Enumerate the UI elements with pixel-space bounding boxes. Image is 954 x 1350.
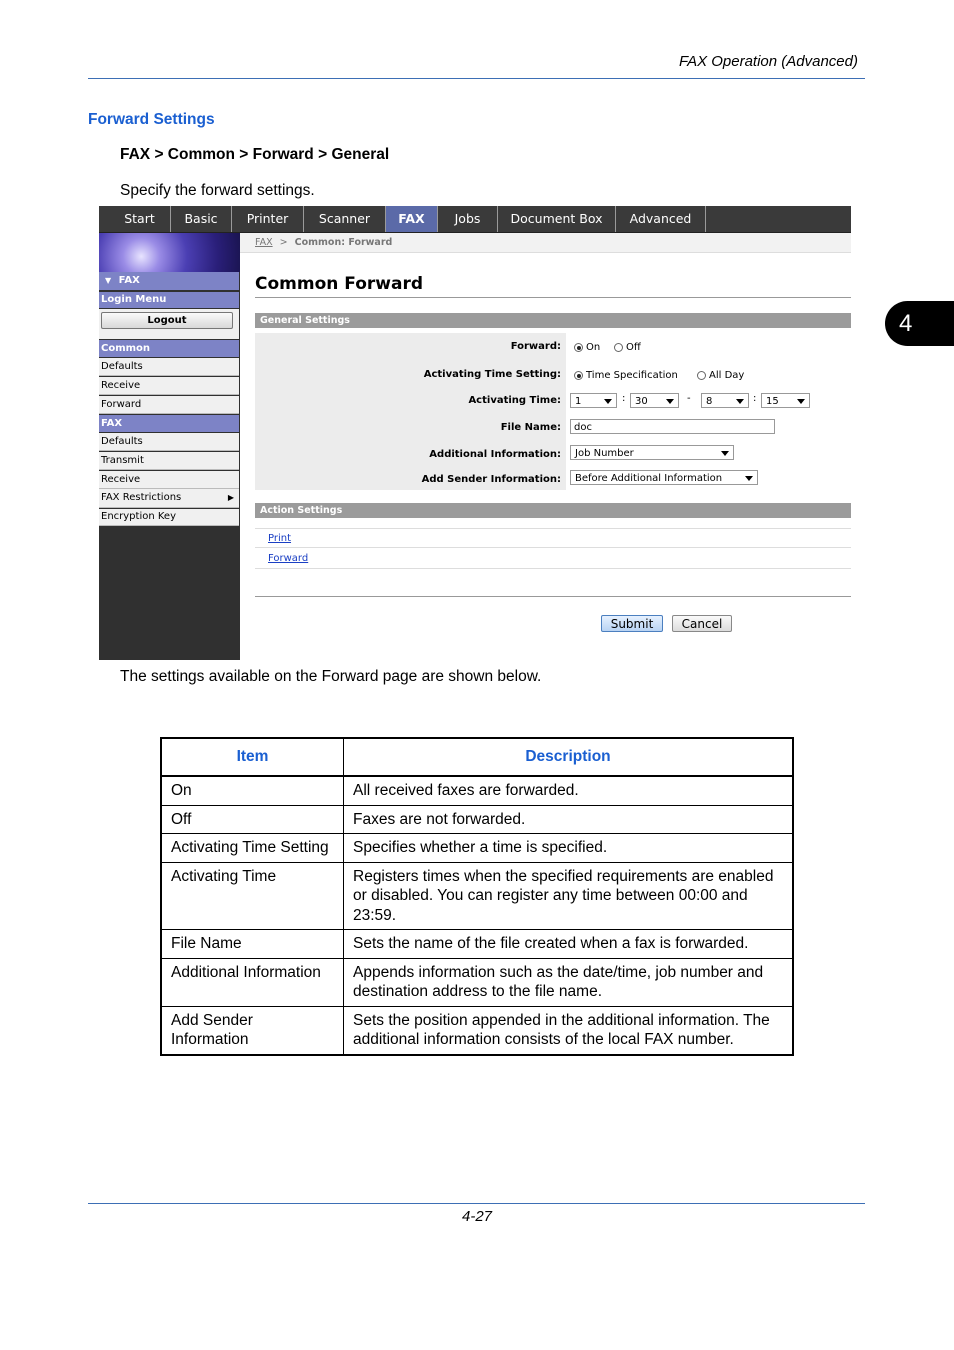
table-row bbox=[161, 930, 793, 959]
description-cell: Appends information such as the date/time, job number and destination address to the file name. bbox=[344, 958, 794, 1006]
sidebar-login-menu: Login Menu bbox=[99, 292, 239, 308]
table-row bbox=[161, 834, 793, 863]
form-labels bbox=[255, 333, 566, 490]
table-row bbox=[161, 805, 793, 834]
start-minute-value: 30 bbox=[635, 396, 648, 407]
item-cell: File Name bbox=[161, 930, 344, 959]
tab-fax[interactable]: FAX bbox=[386, 206, 438, 232]
tab-basic[interactable]: Basic bbox=[171, 206, 232, 232]
logout-area bbox=[99, 309, 239, 339]
chevron-down-icon bbox=[666, 399, 674, 404]
time-colon: : bbox=[753, 393, 757, 404]
sidebar-common-head[interactable]: Common bbox=[99, 340, 239, 357]
forward-off-radio[interactable] bbox=[614, 343, 623, 352]
all-day-radio[interactable] bbox=[697, 371, 706, 380]
end-hour-value: 8 bbox=[706, 396, 713, 407]
table-row bbox=[161, 1006, 793, 1055]
tab-printer[interactable]: Printer bbox=[232, 206, 304, 232]
additional-information-select[interactable] bbox=[570, 445, 734, 460]
add-sender-information-label: Add Sender Information: bbox=[421, 474, 561, 485]
tab-start[interactable]: Start bbox=[99, 206, 171, 232]
description-cell: Registers times when the specified requirements are enabled or disabled. You can register any time between 00:00 and 23:59. bbox=[344, 862, 794, 930]
breadcrumb-separator: > bbox=[279, 237, 288, 248]
item-cell: Add Sender Information bbox=[161, 1006, 344, 1055]
tab-advanced[interactable]: Advanced bbox=[616, 206, 706, 232]
table-header-row bbox=[161, 738, 793, 776]
item-header: Item bbox=[161, 738, 344, 776]
breadcrumb bbox=[240, 233, 851, 253]
embedded-screenshot bbox=[99, 206, 851, 660]
sidebar-item-fax-restrictions-label: FAX Restrictions bbox=[101, 492, 182, 503]
title-rule bbox=[255, 297, 851, 298]
breadcrumb-fax-link[interactable]: FAX bbox=[255, 237, 273, 248]
intro-text: Specify the forward settings. bbox=[120, 182, 315, 199]
sidebar-fax-head[interactable] bbox=[99, 272, 239, 290]
forward-link[interactable]: Forward bbox=[268, 553, 309, 564]
tab-jobs[interactable]: Jobs bbox=[438, 206, 498, 232]
start-hour-value: 1 bbox=[575, 396, 582, 407]
add-sender-information-value: Before Additional Information bbox=[575, 473, 723, 484]
description-header: Description bbox=[344, 738, 794, 776]
chevron-down-icon bbox=[797, 399, 805, 404]
item-cell: Activating Time Setting bbox=[161, 834, 344, 863]
add-sender-information-select[interactable] bbox=[570, 470, 758, 485]
action-row-forward bbox=[255, 549, 851, 569]
file-name-input[interactable]: doc bbox=[570, 419, 775, 434]
running-head: FAX Operation (Advanced) bbox=[679, 53, 858, 70]
file-name-label: File Name: bbox=[500, 422, 561, 433]
after-text: The settings available on the Forward page are shown below. bbox=[120, 668, 542, 685]
description-cell: Sets the position appended in the additional information. The additional information consists of the local FAX number. bbox=[344, 1006, 794, 1055]
chevron-down-icon bbox=[721, 451, 729, 456]
sidebar-item-fax-transmit[interactable]: Transmit bbox=[99, 452, 239, 470]
description-cell: Specifies whether a time is specified. bbox=[344, 834, 794, 863]
forward-on-label: On bbox=[586, 342, 601, 353]
time-dash: - bbox=[687, 393, 691, 404]
main-panel bbox=[240, 233, 851, 660]
top-nav bbox=[99, 206, 851, 233]
submit-button[interactable]: Submit bbox=[601, 615, 663, 632]
action-row-print bbox=[255, 528, 851, 548]
time-specification-radio[interactable] bbox=[574, 371, 583, 380]
breadcrumb-current: Common: Forward bbox=[294, 237, 393, 248]
print-link[interactable]: Print bbox=[268, 533, 292, 544]
chapter-tab: 4 bbox=[885, 301, 954, 346]
page-title: Common Forward bbox=[255, 274, 423, 294]
nav-path: FAX > Common > Forward > General bbox=[120, 146, 390, 163]
sidebar-item-fax-restrictions[interactable] bbox=[99, 489, 239, 508]
chevron-down-icon bbox=[736, 399, 744, 404]
general-settings-bar: General Settings bbox=[255, 313, 851, 328]
item-cell: On bbox=[161, 776, 344, 805]
end-hour-select[interactable] bbox=[701, 393, 749, 408]
table-row bbox=[161, 862, 793, 930]
tab-scanner[interactable]: Scanner bbox=[304, 206, 386, 232]
item-cell: Activating Time bbox=[161, 862, 344, 930]
end-minute-select[interactable] bbox=[761, 393, 810, 408]
sidebar-item-fax-receive[interactable]: Receive bbox=[99, 471, 239, 489]
end-minute-value: 15 bbox=[766, 396, 779, 407]
activating-time-setting-label: Activating Time Setting: bbox=[423, 369, 561, 380]
forward-label: Forward: bbox=[510, 341, 561, 352]
additional-information-value: Job Number bbox=[575, 448, 634, 459]
bottom-rule bbox=[255, 596, 851, 597]
sidebar-item-common-receive[interactable]: Receive bbox=[99, 377, 239, 395]
action-settings-bar: Action Settings bbox=[255, 503, 851, 518]
sidebar-item-common-forward[interactable]: Forward bbox=[99, 396, 239, 414]
section-title: Forward Settings bbox=[88, 111, 215, 128]
start-hour-select[interactable] bbox=[570, 393, 617, 408]
time-specification-label: Time Specification bbox=[586, 370, 678, 381]
description-cell: All received faxes are forwarded. bbox=[344, 776, 794, 805]
header-rule bbox=[88, 78, 865, 79]
page-number: 4-27 bbox=[461, 1208, 493, 1225]
caret-down-icon: ▼ bbox=[105, 276, 112, 285]
sidebar-fax-head-label: FAX bbox=[118, 275, 140, 286]
sidebar bbox=[99, 233, 240, 660]
logout-button[interactable]: Logout bbox=[101, 312, 233, 329]
additional-information-label: Additional Information: bbox=[429, 449, 561, 460]
chevron-down-icon bbox=[604, 399, 612, 404]
sidebar-item-common-defaults[interactable]: Defaults bbox=[99, 358, 239, 376]
settings-table bbox=[160, 737, 794, 1056]
tab-document-box[interactable]: Document Box bbox=[498, 206, 616, 232]
table-row bbox=[161, 958, 793, 1006]
all-day-label: All Day bbox=[709, 370, 745, 381]
description-cell: Sets the name of the file created when a fax is forwarded. bbox=[344, 930, 794, 959]
cancel-button[interactable]: Cancel bbox=[672, 615, 732, 632]
activating-time-label: Activating Time: bbox=[468, 395, 561, 406]
start-minute-select[interactable] bbox=[630, 393, 679, 408]
item-cell: Additional Information bbox=[161, 958, 344, 1006]
sidebar-item-encryption-key[interactable]: Encryption Key bbox=[99, 509, 239, 526]
banner-image bbox=[99, 233, 240, 272]
sidebar-item-fax-defaults[interactable]: Defaults bbox=[99, 433, 239, 451]
time-colon: : bbox=[622, 393, 626, 404]
forward-on-radio[interactable] bbox=[574, 343, 583, 352]
caret-right-icon: ▶ bbox=[227, 493, 234, 502]
sidebar-fax-section[interactable]: FAX bbox=[99, 415, 239, 432]
table-row bbox=[161, 776, 793, 805]
footer-rule bbox=[88, 1203, 865, 1204]
description-cell: Faxes are not forwarded. bbox=[344, 805, 794, 834]
form-values bbox=[566, 333, 851, 490]
forward-off-label: Off bbox=[626, 342, 641, 353]
item-cell: Off bbox=[161, 805, 344, 834]
chevron-down-icon bbox=[745, 476, 753, 481]
